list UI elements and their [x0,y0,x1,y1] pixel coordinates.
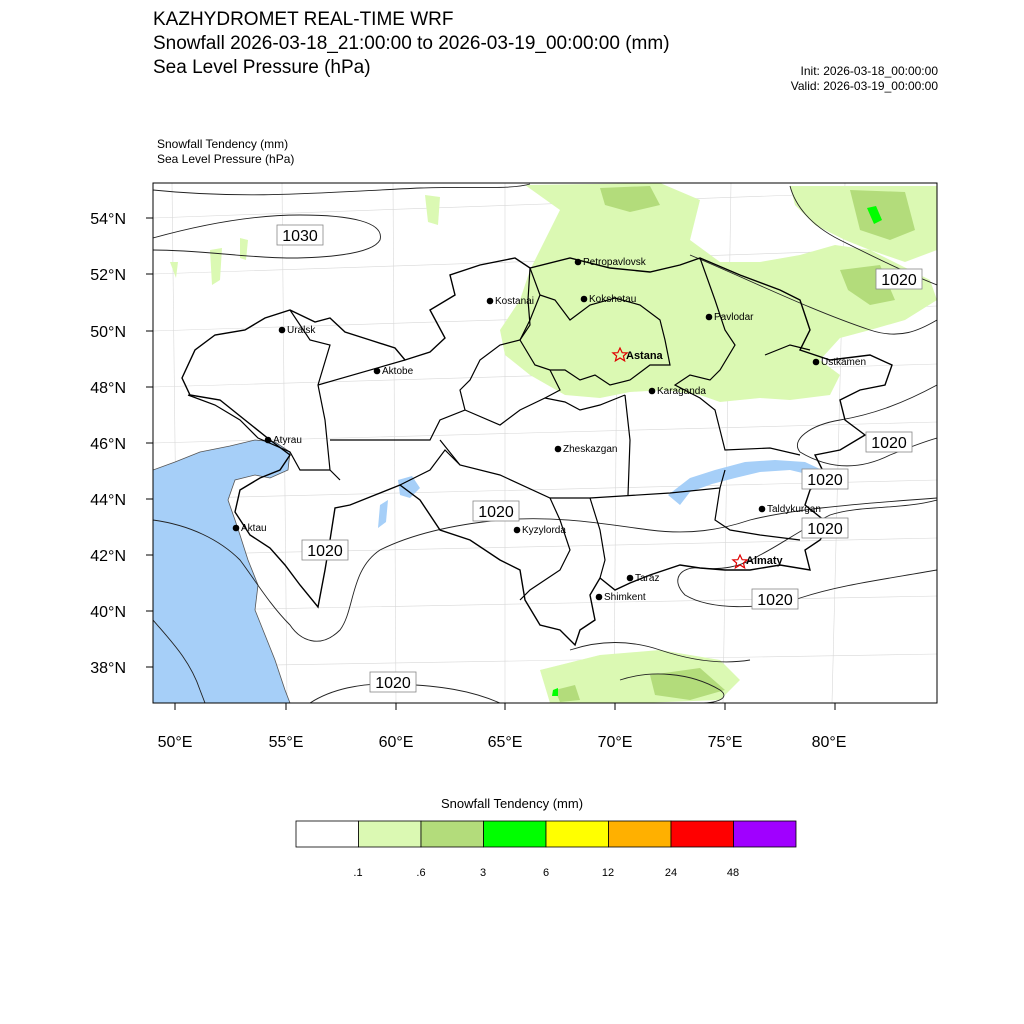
city-marker [233,525,240,532]
isobar-label: 1030 [282,228,318,245]
isobar-label: 1020 [807,521,843,538]
valid-time: Valid: 2026-03-19_00:00:00 [790,79,938,93]
city-marker [514,527,521,534]
caspian-sea [153,440,290,703]
lon-label: 70°E [597,734,633,751]
city-label: Aktau [241,523,267,534]
colorbar-swatch [671,821,734,847]
lat-label: 44°N [90,492,126,509]
city-label: Karaganda [657,386,706,397]
isobar-label: 1020 [807,472,843,489]
lon-label: 60°E [378,734,414,751]
lat-label: 38°N [90,660,126,677]
colorbar-swatch [484,821,547,847]
lon-label: 75°E [707,734,743,751]
colorbar-label: 3 [479,867,487,879]
lat-label: 40°N [90,604,126,621]
colorbar-swatch [734,821,797,847]
colorbar [296,821,796,847]
city-label: Almaty [746,555,783,567]
city-label: Kostanai [495,296,534,307]
lon-label: 55°E [268,734,304,751]
colorbar-swatch [359,821,422,847]
city-marker [706,314,713,321]
lat-label: 50°N [90,324,126,341]
city-marker [759,506,766,513]
lat-label: 42°N [90,548,126,565]
colorbar-label: 48 [726,867,740,879]
aral-sea [378,476,420,528]
title-line-2: Snowfall 2026-03-18_21:00:00 to 2026-03-19_00:00:00 (mm) [153,33,670,54]
city-label: Aktobe [382,366,414,377]
city-marker [279,327,286,334]
isobar-label: 1020 [871,435,907,452]
city-marker [581,296,588,303]
city-marker [596,594,603,601]
city-label: Atyrau [273,435,302,446]
title-line-1: KAZHYDROMET REAL-TIME WRF [153,9,454,30]
city-label: Uralsk [287,325,316,336]
city-marker [649,388,656,395]
city-marker [487,298,494,305]
isobar-label: 1020 [881,272,917,289]
city-label: Kyzylorda [522,525,566,536]
colorbar-title: Snowfall Tendency (mm) [440,796,584,811]
init-time: Init: 2026-03-18_00:00:00 [800,64,938,78]
isobar-label: 1020 [757,592,793,609]
city-marker [555,446,562,453]
isobar-label: 1020 [375,675,411,692]
city-marker [627,575,634,582]
subtitle-snowfall: Snowfall Tendency (mm) [157,137,289,151]
city-label: Taraz [635,573,660,584]
lat-label: 46°N [90,436,126,453]
lat-label: 54°N [90,211,126,228]
city-marker [374,368,381,375]
colorbar-label: 6 [542,867,550,879]
city-label: Pavlodar [714,312,754,323]
colorbar-label: .6 [416,867,426,879]
lat-label: 52°N [90,267,126,284]
lon-label: 80°E [811,734,847,751]
colorbar-swatch [421,821,484,847]
city-marker [813,359,820,366]
subtitle-slp: Sea Level Pressure (hPa) [157,152,295,166]
city-label: Taldykurgan [767,504,821,515]
title-line-3: Sea Level Pressure (hPa) [153,57,371,78]
colorbar-label: .1 [353,867,363,879]
lat-label: 48°N [90,380,126,397]
lon-label: 65°E [487,734,523,751]
city-label: Astana [626,350,663,362]
colorbar-label: 12 [601,867,615,879]
city-label: Shimkent [604,592,646,603]
colorbar-swatch [296,821,359,847]
city-label: Petropavlovsk [583,257,646,268]
colorbar-swatch [546,821,609,847]
colorbar-label: 24 [664,867,678,879]
city-label: Kokshetau [589,294,637,305]
isobar-label: 1020 [478,504,514,521]
city-label: Ustkamen [821,357,867,368]
city-label: Zheskazgan [563,444,618,455]
isobar-label: 1020 [307,543,343,560]
lon-label: 50°E [157,734,193,751]
colorbar-swatch [609,821,672,847]
city-marker [575,259,582,266]
city-marker [265,437,272,444]
